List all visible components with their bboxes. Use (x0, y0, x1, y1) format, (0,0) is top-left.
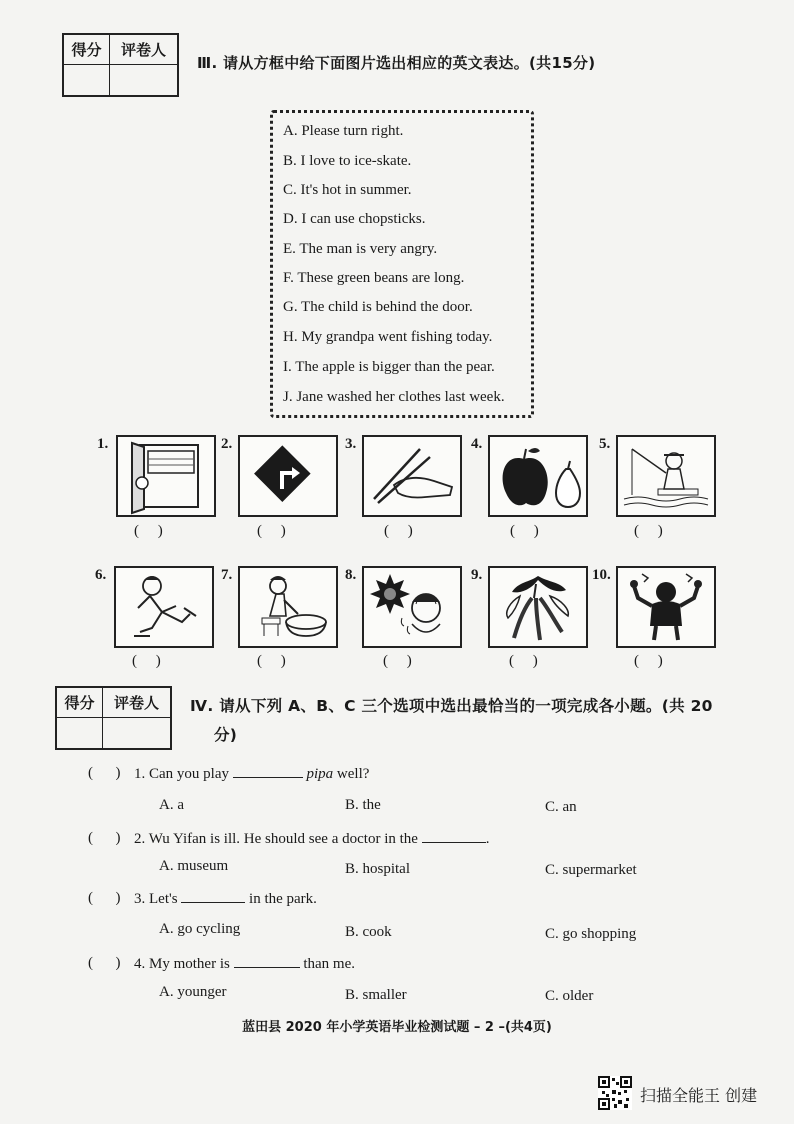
picture-number-7: 7. (221, 567, 233, 583)
question-1-choice-c[interactable]: C. an (545, 799, 577, 815)
picture-number-1: 1. (97, 436, 109, 452)
question-2 (134, 830, 489, 848)
question-2-choice-c[interactable]: C. supermarket (545, 862, 637, 878)
picture-number-2: 2. (221, 436, 233, 452)
score-label: 得分 (63, 34, 109, 64)
green-beans-icon (488, 566, 588, 648)
picture-number-8: 8. (345, 567, 357, 583)
grader-cell[interactable] (109, 64, 178, 96)
question-1-paren[interactable]: ( ) (88, 765, 121, 781)
question-3-choice-b[interactable]: B. cook (345, 924, 392, 940)
score-box (55, 686, 172, 750)
score-cell[interactable] (56, 717, 102, 749)
answer-paren-2[interactable]: ( ) (257, 523, 286, 539)
question-1 (134, 765, 369, 783)
question-3-text: 3. Let's (134, 891, 178, 907)
question-4-tail: than me. (299, 956, 355, 972)
blank[interactable] (422, 830, 486, 843)
qr-code-icon (598, 1076, 632, 1110)
option-g: G. The child is behind the door. (283, 299, 473, 315)
score-label: 得分 (56, 687, 102, 717)
option-d: D. I can use chopsticks. (283, 211, 426, 227)
answer-paren-4[interactable]: ( ) (510, 523, 539, 539)
picture-number-9: 9. (471, 567, 483, 583)
section-4-title: Ⅳ. 请从下列 A、B、C 三个选项中选出最恰当的一项完成各小题。(共 20 (190, 697, 713, 715)
option-f: F. These green beans are long. (283, 270, 465, 286)
answer-paren-8[interactable]: ( ) (383, 653, 412, 669)
hot-summer-sun-icon (362, 566, 462, 648)
score-box (62, 33, 179, 97)
question-1-emphasis: pipa (306, 766, 334, 782)
answer-paren-9[interactable]: ( ) (509, 653, 538, 669)
question-2-paren[interactable]: ( ) (88, 830, 121, 846)
apple-and-pear-icon (488, 435, 588, 517)
score-cell[interactable] (63, 64, 109, 96)
option-a: A. Please turn right. (283, 123, 404, 139)
question-3-tail: in the park. (245, 891, 317, 907)
ice-skating-boy-icon (114, 566, 214, 648)
question-4-choice-c[interactable]: C. older (545, 988, 594, 1004)
blank[interactable] (234, 955, 300, 968)
question-1-choice-b[interactable]: B. the (345, 797, 381, 813)
grader-label: 评卷人 (109, 34, 178, 64)
answer-paren-7[interactable]: ( ) (257, 653, 286, 669)
blank[interactable] (233, 765, 303, 778)
blank[interactable] (181, 890, 245, 903)
turn-right-sign-icon (238, 435, 338, 517)
girl-washing-clothes-icon (238, 566, 338, 648)
question-1-tail: well? (333, 766, 370, 782)
question-4-choice-b[interactable]: B. smaller (345, 987, 407, 1003)
question-2-choice-a[interactable]: A. museum (159, 858, 229, 874)
question-2-text: 2. Wu Yifan is ill. He should see a doctor in the (134, 831, 418, 847)
question-3 (134, 890, 317, 908)
question-1-text: 1. Can you play (134, 766, 229, 782)
page-footer: 蓝田县 2020 年小学英语毕业检测试题 – 2 –(共4页) (242, 1020, 552, 1035)
picture-number-4: 4. (471, 436, 483, 452)
question-2-choice-b[interactable]: B. hospital (345, 861, 411, 877)
angry-man-icon (616, 566, 716, 648)
question-4 (134, 955, 355, 973)
answer-paren-6[interactable]: ( ) (132, 653, 161, 669)
answer-paren-10[interactable]: ( ) (634, 653, 663, 669)
option-e: E. The man is very angry. (283, 241, 438, 257)
answer-paren-1[interactable]: ( ) (134, 523, 163, 539)
section-4-title-cont: 分) (214, 726, 238, 744)
question-4-choice-a[interactable]: A. younger (159, 984, 227, 1000)
question-4-paren[interactable]: ( ) (88, 955, 121, 971)
picture-number-10: 10. (592, 567, 611, 583)
question-1-choice-a[interactable]: A. a (159, 797, 184, 813)
grader-cell[interactable] (102, 717, 171, 749)
scanner-watermark: 扫描全能王 创建 (640, 1086, 758, 1105)
question-3-choice-a[interactable]: A. go cycling (159, 921, 241, 937)
grandpa-fishing-icon (616, 435, 716, 517)
question-4-text: 4. My mother is (134, 956, 230, 972)
child-behind-door-icon (116, 435, 216, 517)
grader-label: 评卷人 (102, 687, 171, 717)
option-b: B. I love to ice-skate. (283, 153, 412, 169)
picture-number-3: 3. (345, 436, 357, 452)
question-3-choice-c[interactable]: C. go shopping (545, 926, 637, 942)
option-h: H. My grandpa went fishing today. (283, 329, 493, 345)
answer-paren-5[interactable]: ( ) (634, 523, 663, 539)
picture-number-5: 5. (599, 436, 611, 452)
options-box (270, 110, 534, 418)
question-2-tail: . (485, 831, 490, 847)
chopsticks-hand-icon (362, 435, 462, 517)
option-i: I. The apple is bigger than the pear. (283, 359, 495, 375)
answer-paren-3[interactable]: ( ) (384, 523, 413, 539)
option-c: C. It's hot in summer. (283, 182, 412, 198)
section-3-title: Ⅲ. 请从方框中给下面图片选出相应的英文表达。(共15分) (197, 54, 596, 72)
option-j: J. Jane washed her clothes last week. (283, 389, 505, 405)
picture-number-6: 6. (95, 567, 107, 583)
question-3-paren[interactable]: ( ) (88, 890, 121, 906)
